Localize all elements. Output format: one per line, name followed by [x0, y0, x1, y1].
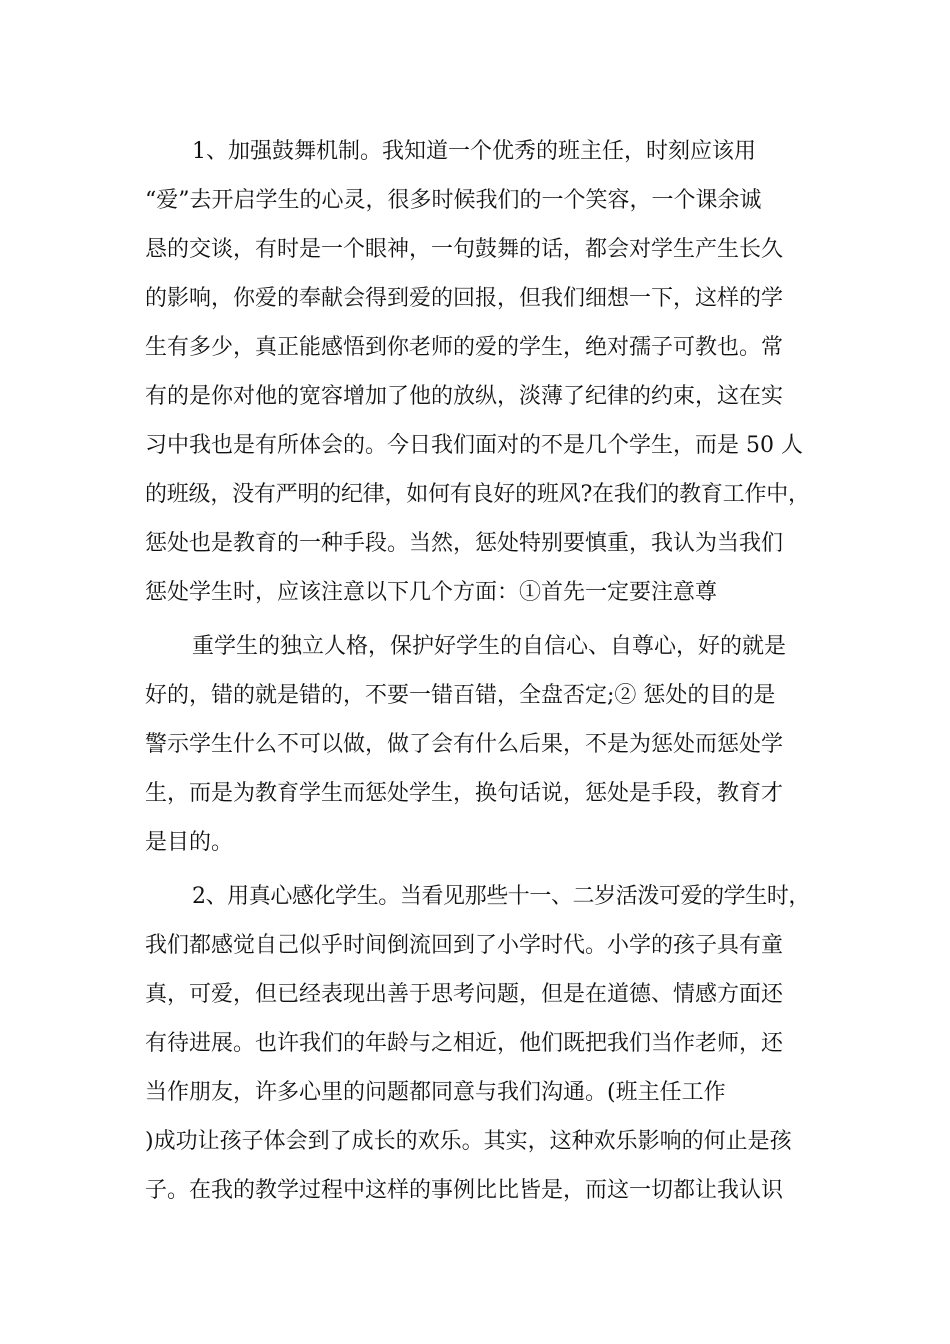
text-line: 习中我也是有所体会的。今日我们面对的不是几个学生，而是 50 人: [145, 433, 803, 458]
text-line: 是目的。: [145, 830, 234, 855]
text-line: 好的，错的就是错的，不要一错百错，全盘否定;② 惩处的目的是: [145, 683, 776, 708]
text-line: 2、用真心感化学生。当看见那些十一、二岁活泼可爱的学生时，: [192, 884, 810, 909]
text-line: 惩处学生时，应该注意以下几个方面：①首先一定要注意尊: [145, 580, 718, 605]
text-line: 我们都感觉自己似乎时间倒流回到了小学时代。小学的孩子具有童: [145, 933, 784, 958]
text-line: “爱”去开启学生的心灵，很多时候我们的一个笑容，一个课余诚: [145, 188, 762, 213]
text-line: )成功让孩子体会到了成长的欢乐。其实，这种欢乐影响的何止是孩: [145, 1129, 792, 1154]
text-line: 惩处也是教育的一种手段。当然，惩处特别要慎重，我认为当我们: [145, 531, 784, 556]
text-line: 生，而是为教育学生而惩处学生，换句话说，惩处是手段，教育才: [145, 781, 784, 806]
text-line: 有待进展。也许我们的年龄与之相近，他们既把我们当作老师，还: [145, 1031, 784, 1056]
text-line: 恳的交谈，有时是一个眼神，一句鼓舞的话，都会对学生产生长久: [145, 237, 784, 262]
text-line: 1、加强鼓舞机制。我知道一个优秀的班主任，时刻应该用: [192, 139, 756, 164]
text-line: 警示学生什么不可以做，做了会有什么后果，不是为惩处而惩处学: [145, 732, 784, 757]
text-line: 子。在我的教学过程中这样的事例比比皆是，而这一切都让我认识: [145, 1178, 784, 1203]
text-line: 的班级，没有严明的纪律，如何有良好的班风?在我们的教育工作中，: [145, 482, 810, 507]
text-line: 当作朋友，许多心里的问题都同意与我们沟通。(班主任工作: [145, 1080, 726, 1105]
text-line: 重学生的独立人格，保护好学生的自信心、自尊心，好的就是: [192, 634, 787, 659]
text-line: 的影响，你爱的奉献会得到爱的回报，但我们细想一下，这样的学: [145, 286, 784, 311]
text-line: 生有多少，真正能感悟到你老师的爱的学生，绝对孺子可教也。常: [145, 335, 784, 360]
text-line: 真，可爱，但已经表现出善于思考问题，但是在道德、情感方面还: [145, 982, 784, 1007]
text-line: 有的是你对他的宽容增加了他的放纵，淡薄了纪律的约束，这在实: [145, 384, 784, 409]
